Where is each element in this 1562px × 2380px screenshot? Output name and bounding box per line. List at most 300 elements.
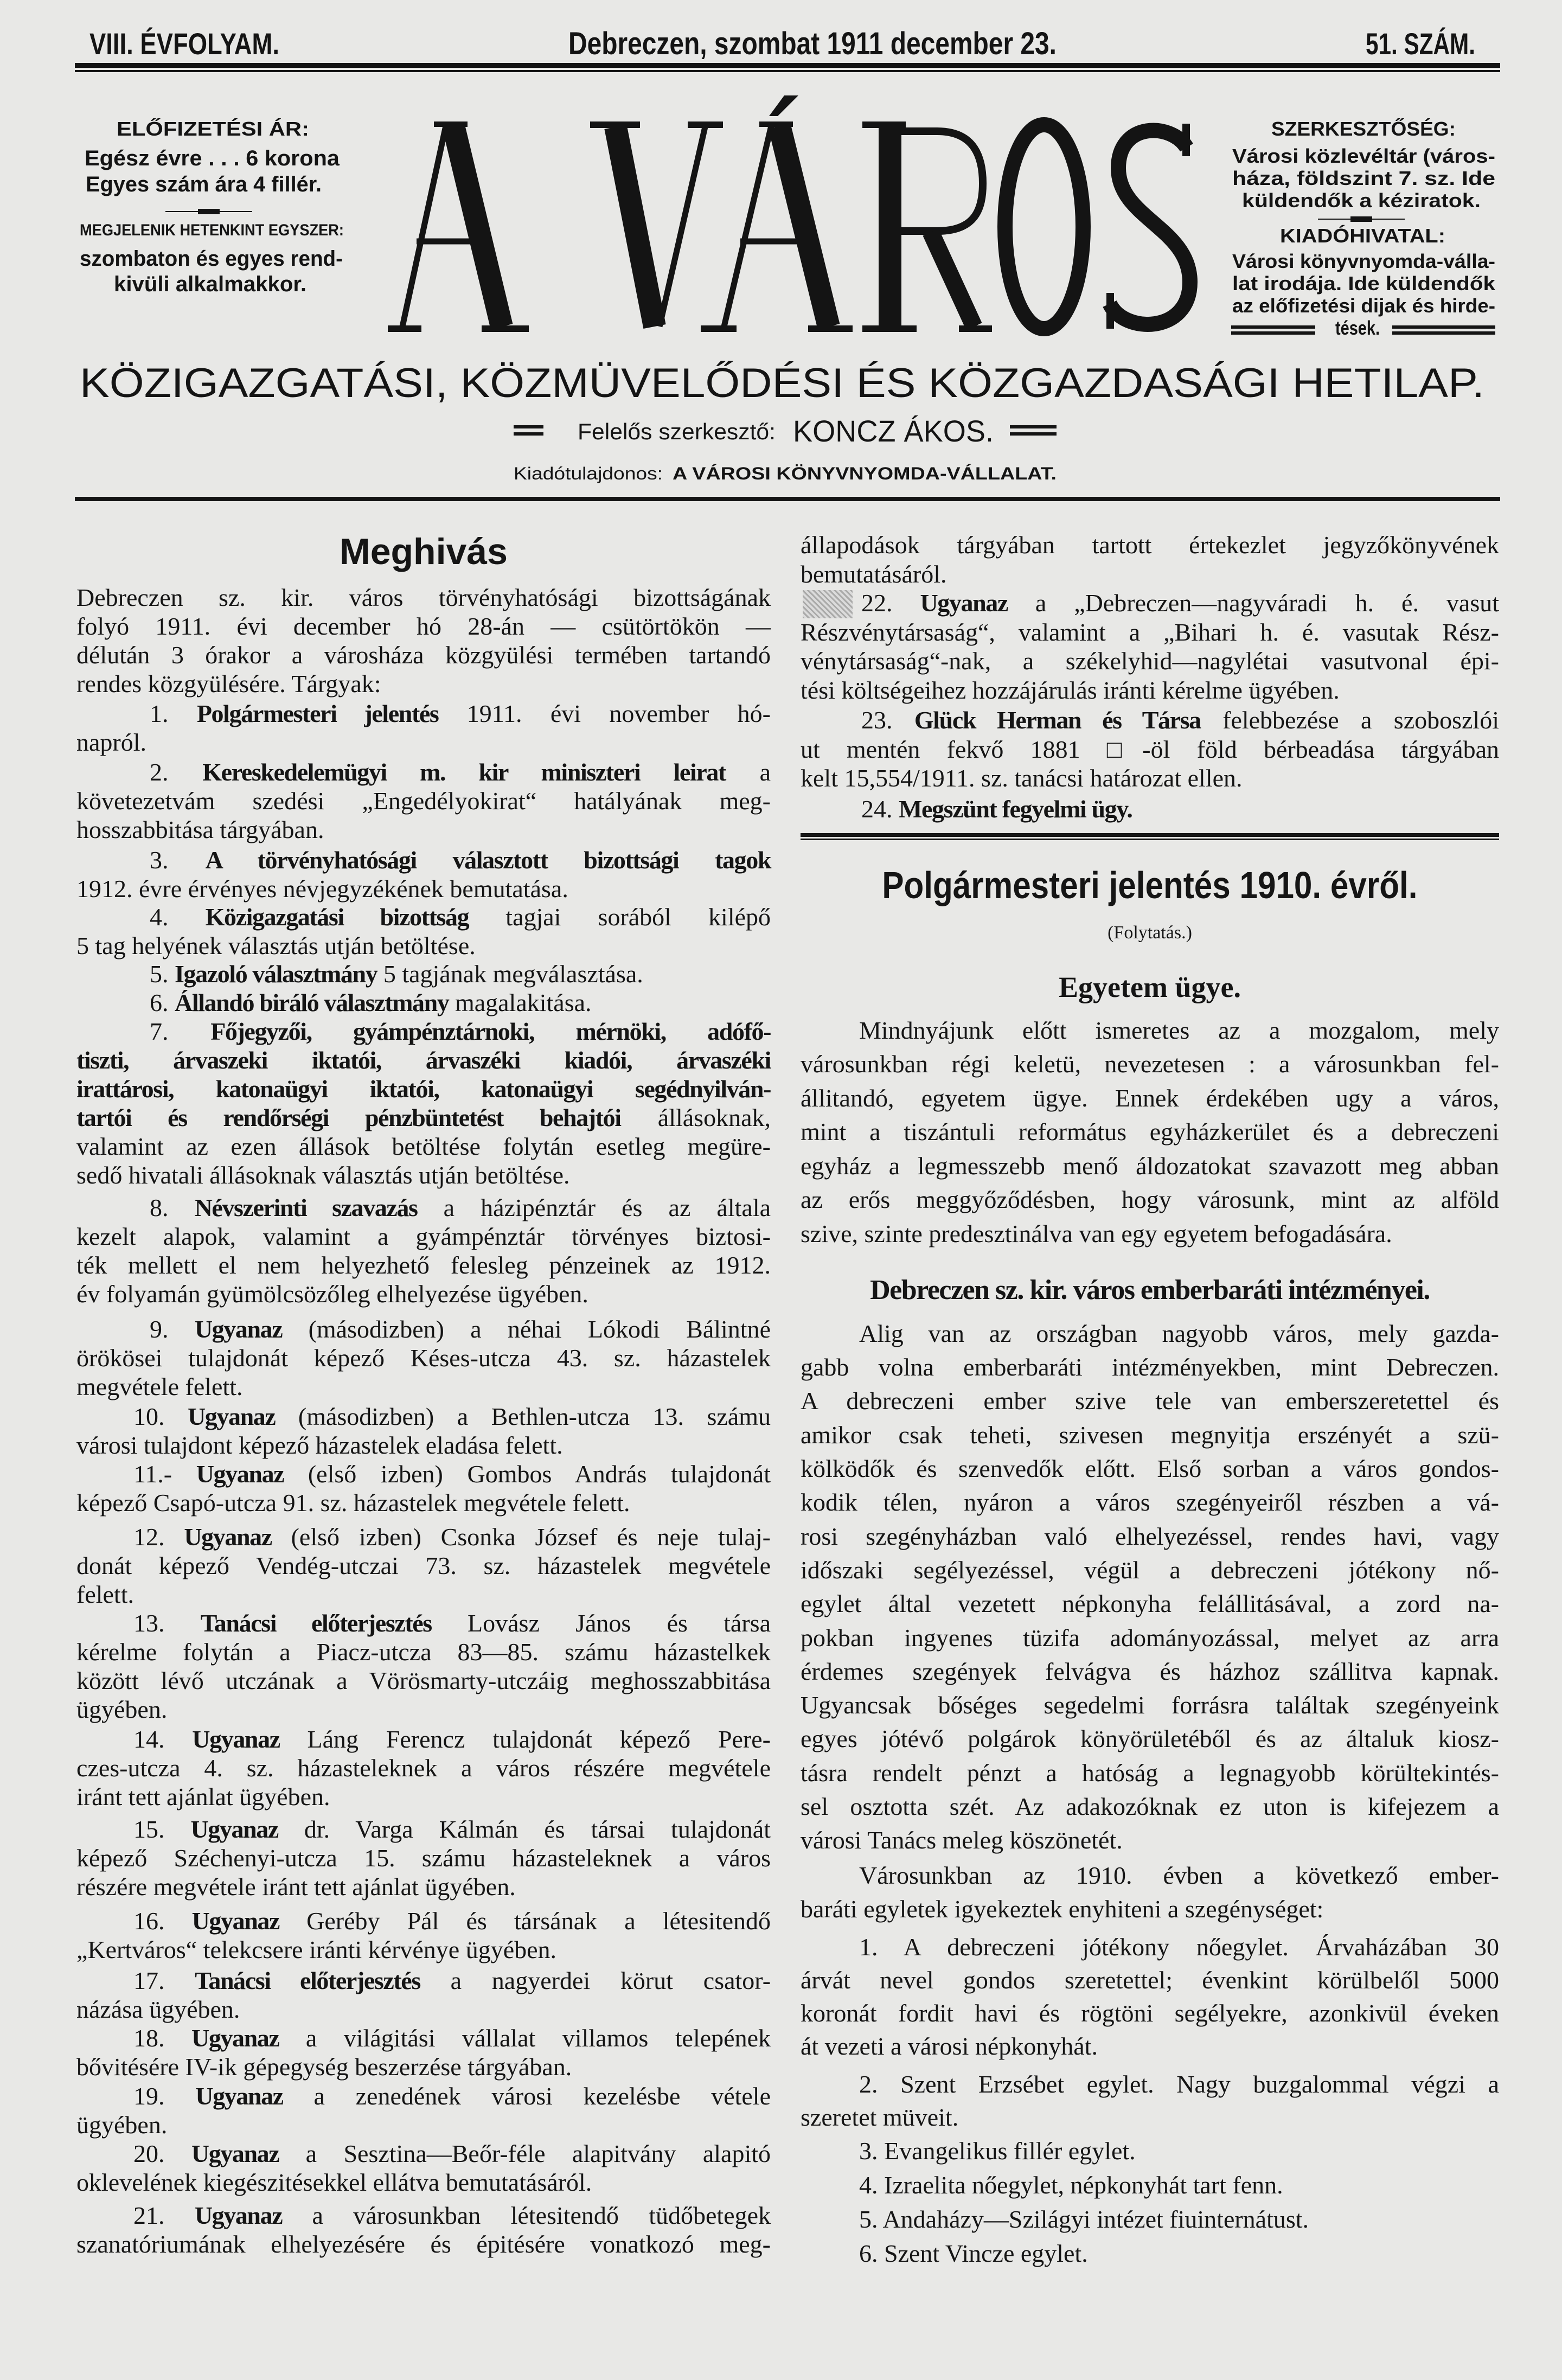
text-line — [76, 2139, 771, 2168]
text-line — [76, 1074, 771, 1103]
publisher-label: Kiadótulajdonos: — [514, 464, 663, 483]
text-line — [76, 1431, 771, 1460]
text-run: 7. — [150, 1017, 211, 1045]
bold-run: irattárosi, katonaügyi iktatói, katonaügyi segédnyilván- — [76, 1074, 771, 1103]
text-line — [76, 903, 771, 931]
paragraph — [76, 1315, 771, 1401]
text-run: szive, szinte predesztinálva van egy egyetem befogadására. — [801, 1219, 1392, 1247]
editorial-box — [1231, 117, 1496, 339]
subscription-heading: ELŐFIZETÉSI ÁR: — [117, 118, 283, 140]
text-run: 9. — [150, 1315, 195, 1343]
text-run: a házipénztár és az általa — [417, 1193, 771, 1221]
text-run: 21. — [133, 2201, 195, 2229]
text-run: 20. — [133, 2139, 191, 2167]
bold-run: Tanácsi előterjesztés — [200, 1609, 432, 1637]
text-line — [801, 1824, 1499, 1857]
text-line — [76, 1460, 771, 1488]
text-line — [76, 641, 771, 669]
text-line — [76, 959, 771, 988]
text-run: felett. — [76, 1580, 134, 1608]
text-line — [801, 1722, 1499, 1756]
text-run: rosi szegényházban való elhelyezéssel, rendes havi, vagy — [801, 1522, 1499, 1550]
text-run: képező Csapó-utcza 91. sz. házastelek megvétele felett. — [76, 1488, 630, 1517]
text-run: szeretet müveit. — [801, 2103, 959, 2131]
notice-line: kivüli alkalmakkor. — [114, 272, 306, 296]
text-run: át vezeti a városi népkonyhát. — [801, 2032, 1098, 2060]
text-line — [76, 815, 771, 844]
text-run: baráti egyletek igyekeztek enyhiteni a szegénységet: — [801, 1895, 1324, 1923]
text-run: bemutatásáról. — [801, 560, 947, 588]
ornament-divider — [1318, 216, 1405, 222]
text-line — [801, 1014, 1499, 1048]
bold-run: Tanácsi előterjesztés — [195, 1966, 420, 1994]
text-run: 2. Szent Erzsébet egylet. Nagy buzgalommal végzi a — [859, 2070, 1499, 2098]
paragraph — [76, 1906, 771, 1964]
editorial-line: küldendők a kéziratok. — [1242, 189, 1481, 212]
paragraph — [76, 2024, 771, 2081]
text-run: Ugyancsak bőséges segedelmi forrásra találtak szegényeink — [801, 1691, 1499, 1719]
masthead-bottom-rule — [75, 497, 1500, 501]
paragraph — [76, 1193, 771, 1308]
paragraph — [801, 1317, 1499, 1858]
notice-heading: MEGJELENIK HETENKINT EGYSZER: — [80, 221, 344, 239]
paragraph — [801, 1014, 1499, 1251]
text-line — [801, 1418, 1499, 1452]
text-run: délután 3 órakor a városháza közgyülési termében tartandó — [76, 641, 771, 669]
office-line: Városi könyvnyomda-válla- — [1232, 250, 1495, 272]
paragraph — [76, 2082, 771, 2139]
text-run: ügyében. — [76, 2110, 168, 2139]
text-run: 1912. évre érvényes névjegyzékének bemutatása. — [76, 874, 568, 903]
paragraph — [76, 2139, 771, 2197]
article-title-meghivas: Meghivás — [340, 531, 508, 572]
text-run: ték mellett el nem helyezhető felesleg pénzeinek az 1912. — [76, 1251, 771, 1279]
text-run: az erős meggyőződésben, hogy városunk, mint az alföld — [801, 1186, 1499, 1214]
paragraph — [76, 1017, 771, 1189]
volume-label: VIII. ÉVFOLYAM. — [89, 27, 279, 61]
text-run: vénytársaság“-nak, a székelyhid—nagylétai vasutvonal épi- — [801, 647, 1499, 675]
text-line — [801, 530, 1499, 560]
text-line — [801, 735, 1499, 764]
text-run: koronát fordit havi és rögtöni segélyekre, azonkivül éveken — [801, 1999, 1499, 2027]
text-line — [76, 1046, 771, 1074]
text-run: oklevelének kiegészitésekkel ellátva bemutatásáról. — [76, 2168, 592, 2196]
bold-run: Ugyanaz — [192, 1725, 280, 1753]
text-run: 17. — [133, 1966, 195, 1994]
masthead — [0, 0, 1562, 521]
text-run: A debreczeni ember szive tele van emberszeretettel és — [801, 1387, 1499, 1415]
bold-run: Ugyanaz — [191, 2024, 279, 2052]
text-line — [76, 728, 771, 757]
text-line — [801, 2237, 1499, 2270]
text-line — [801, 588, 1499, 618]
text-run: 5 tagjának megválasztása. — [377, 959, 643, 988]
text-line — [76, 1995, 771, 2024]
text-run: folyó 1911. évi december hó 28-án — csütörtökön — — [76, 612, 771, 640]
text-line — [76, 758, 771, 786]
text-run: városi tulajdont képező házastelek eladása felett. — [76, 1431, 563, 1459]
text-run: között lévő utczának a Vörösmarty-utczáig meghosszabbitása — [76, 1666, 771, 1694]
text-line — [801, 1892, 1499, 1926]
paragraph — [801, 795, 1499, 824]
paragraph — [76, 959, 771, 988]
paragraph — [801, 1859, 1499, 1926]
bold-run: Névszerinti szavazás — [194, 1193, 418, 1221]
paragraph — [76, 1609, 771, 1724]
text-line — [76, 2230, 771, 2259]
text-line — [76, 1580, 771, 1609]
text-line — [801, 618, 1499, 647]
paragraph — [76, 903, 771, 960]
text-line — [801, 1587, 1499, 1621]
paragraph — [801, 588, 1499, 705]
subscription-box — [80, 117, 344, 296]
text-run: mint a tiszántuli református egyházkerület és a debreczeni — [801, 1118, 1499, 1146]
text-run: 1. — [150, 699, 197, 727]
text-run: 8. — [150, 1193, 195, 1221]
paragraph — [801, 2068, 1499, 2134]
text-run: valamint az ezen állások betöltése folytán esetleg megüre- — [76, 1132, 771, 1160]
section-title-university: Egyetem ügye. — [1059, 971, 1241, 1003]
text-line — [76, 1488, 771, 1517]
report-title — [801, 863, 1499, 907]
office-line: lat irodája. Ide küldendők — [1232, 272, 1496, 295]
text-line — [801, 1688, 1499, 1722]
text-line — [801, 1520, 1499, 1553]
bold-run: Állandó biráló választmány — [175, 988, 449, 1016]
text-run: sedő hivatali állásoknak választás utján betöltése. — [76, 1161, 570, 1189]
text-run: ügyében. — [76, 1695, 168, 1723]
text-line — [801, 1183, 1499, 1217]
text-run: Mindnyájunk előtt ismeretes az a mozgalom, mely — [859, 1016, 1499, 1044]
text-line — [76, 1103, 771, 1132]
text-line — [76, 1279, 771, 1308]
text-line — [76, 1017, 771, 1046]
text-line — [76, 1132, 771, 1161]
ornament-divider — [165, 209, 252, 214]
text-line — [801, 1997, 1499, 2030]
paragraph — [76, 2201, 771, 2259]
text-run: 1. A debreczeni jótékony nőegylet. Árvaházában 30 — [859, 1933, 1499, 1961]
text-line — [801, 764, 1499, 793]
text-line — [76, 1161, 771, 1189]
paragraph — [76, 758, 771, 844]
text-run: 18. — [133, 2024, 191, 2052]
bold-run: tiszti, árvaszeki iktatói, árvaszéki kiadói, árvaszéki — [76, 1046, 771, 1074]
text-run: a nagyerdei körut csator- — [420, 1966, 771, 1994]
continued-note: (Folytatás.) — [1108, 923, 1192, 943]
text-line — [76, 2110, 771, 2139]
paragraph — [76, 583, 771, 698]
text-run: 14. — [133, 1725, 193, 1753]
paragraph — [76, 1460, 771, 1517]
text-line — [801, 1963, 1499, 1997]
text-run: tési költségeihez hozzájárulás iránti kérelme ügyében. — [801, 676, 1340, 704]
text-run: örökösei tulajdonát képező Késes-utcza 43. sz. házastelek — [76, 1343, 771, 1372]
text-line — [76, 2168, 771, 2197]
text-run: donát képező Vendég-utczai 73. sz. házastelek megvétele — [76, 1551, 771, 1579]
text-line — [76, 1522, 771, 1551]
text-line — [801, 1859, 1499, 1892]
paragraph — [801, 2237, 1499, 2270]
text-run: czes-utcza 4. sz. házasteleknek a város részére megvétele — [76, 1754, 771, 1782]
text-line — [76, 846, 771, 874]
paragraph — [801, 2134, 1499, 2167]
text-run: 12. — [133, 1522, 184, 1551]
text-run: 10. — [133, 1402, 188, 1430]
text-line — [76, 2052, 771, 2081]
text-line — [76, 1551, 771, 1580]
text-run: 3. — [150, 846, 206, 874]
text-run: állásoknak, — [620, 1103, 771, 1131]
section-title-charities: Debreczen sz. kir. város emberbaráti intézményei. — [870, 1275, 1430, 1306]
text-run: 22. — [861, 589, 920, 617]
office-line: tések. — [1335, 317, 1380, 339]
text-run: 5. Andaházy—Szilágyi intézet fiuinternátust. — [859, 2205, 1309, 2233]
text-run: Alig van az országban nagyobb város, mely gazda- — [859, 1319, 1499, 1347]
text-run: képező Széchenyi-utcza 15. számu házasteleknek a város — [76, 1844, 771, 1872]
text-run: 19. — [133, 2082, 196, 2110]
text-run: szanatóriumának elhelyezésére és épitésére vonatkozó meg- — [76, 2230, 771, 2258]
text-run: gabb volna emberbaráti intézményekben, mint Debreczen. — [801, 1353, 1499, 1381]
text-line — [76, 2024, 771, 2052]
text-line — [801, 560, 1499, 589]
text-line — [76, 1754, 771, 1782]
text-line — [801, 2101, 1499, 2134]
text-run: tagjai sorából kilépő — [469, 903, 771, 931]
text-line — [801, 1115, 1499, 1149]
text-line — [76, 1872, 771, 1901]
text-line — [801, 1655, 1499, 1688]
text-run: 15. — [133, 1815, 191, 1843]
paragraph — [801, 706, 1499, 793]
text-run: Debreczen sz. kir. város törvényhatósági bizottságának — [76, 583, 771, 611]
paragraph — [76, 699, 771, 757]
bold-run: Ugyanaz — [194, 2201, 283, 2229]
text-run: év folyamán gyümölcsözőleg elhelyezése ügyében. — [76, 1279, 588, 1308]
text-run: Lovász János és társa — [431, 1609, 771, 1637]
top-rule-thick — [75, 63, 1500, 68]
text-line — [76, 612, 771, 641]
text-run: 5. — [150, 959, 175, 988]
text-line — [76, 1609, 771, 1637]
text-run: részére megvétele iránt tett ajánlat ügyében. — [76, 1872, 516, 1901]
text-run: Geréby Pál és társának a létesitendő — [279, 1906, 771, 1935]
text-run: kölködők és szenvedők előtt. Első sorban a város gondos- — [801, 1455, 1499, 1483]
bold-run: tartói és rendőrségi pénzbüntetést behajtói — [76, 1103, 621, 1131]
text-run: 1911. évi november hó- — [438, 699, 771, 727]
text-line — [76, 1193, 771, 1222]
text-run: a „Debreczen—nagyváradi h. é. vasut — [1007, 589, 1500, 617]
text-line — [76, 1251, 771, 1279]
paragraph — [76, 1815, 771, 1901]
bold-run: Ugyanaz — [194, 1315, 283, 1343]
text-run: 3. Evangelikus fillér egylet. — [859, 2136, 1136, 2165]
text-run: időszaki segélyezéssel, végül a debreczeni jótékony nő- — [801, 1556, 1499, 1584]
text-line — [76, 669, 771, 698]
text-line — [801, 2203, 1499, 2236]
top-rule-thin — [75, 70, 1500, 72]
text-run: kezelt alapok, valamint a gyámpénztár törvényes biztosi- — [76, 1222, 771, 1250]
text-run: árvát nevel gondos szeretettel; évenkint körülbelől 5000 — [801, 1966, 1499, 1994]
paragraph — [76, 846, 771, 903]
text-line — [801, 676, 1499, 705]
office-heading: KIADÓHIVATAL: — [1280, 225, 1430, 247]
text-run: (első izben) Gombos András tulajdonát — [284, 1460, 771, 1488]
text-line — [801, 1149, 1499, 1183]
text-line — [801, 1047, 1499, 1082]
text-line — [76, 1906, 771, 1935]
text-run: (első izben) Csonka József és neje tulaj- — [271, 1522, 771, 1551]
text-line — [76, 931, 771, 960]
text-run: (másodizben) a néhai Lókodi Bálintné — [282, 1315, 771, 1343]
text-run: 4. Izraelita nőegylet, népkonyhát tart fenn. — [859, 2171, 1283, 2199]
text-run: dr. Varga Kálmán és társai tulajdonát — [278, 1815, 771, 1843]
text-line — [76, 2082, 771, 2110]
editorial-line: Városi közlevéltár (város- — [1232, 145, 1495, 167]
report-title-text: Polgármesteri jelentés 1910. évről. — [882, 864, 1418, 906]
text-run: 13. — [133, 1609, 201, 1637]
text-run: a — [725, 758, 771, 786]
text-line — [801, 2168, 1499, 2202]
text-run: napról. — [76, 728, 147, 756]
text-run: magalakitása. — [449, 988, 592, 1016]
text-run: felebbezése a szoboszlói — [1200, 706, 1499, 734]
text-run: városi Tanács meleg köszönetét. — [801, 1826, 1123, 1854]
text-run: 5 tag helyének választás utján betöltése. — [76, 931, 476, 959]
bold-run: Megszünt fegyelmi ügy. — [899, 795, 1132, 823]
text-run: állitandó, egyetem ügye. Ennek érdekében ugy a város, — [801, 1084, 1499, 1112]
text-run: amikor csak teheti, szivesen megnyitja erszényét a szü- — [801, 1421, 1499, 1449]
text-run: 2. — [150, 758, 203, 786]
paragraph — [801, 2203, 1499, 2236]
text-run: 24. — [861, 795, 899, 823]
text-line — [76, 1372, 771, 1401]
text-run: ut mentén fekvő 1881 □-öl föld bérbeadása tárgyában — [801, 735, 1499, 763]
bold-run: Glück Herman és Társa — [914, 706, 1201, 734]
editor-name: KONCZ ÁKOS. — [793, 414, 994, 448]
bold-run: Ugyanaz — [195, 2082, 283, 2110]
newspaper-subtitle: KÖZIGAZGATÁSI, KÖZMÜVELŐDÉSI ÉS KÖZGAZDASÁGI HETILAP. — [80, 360, 1484, 406]
text-line — [76, 874, 771, 903]
bold-run: Ugyanaz — [187, 1402, 276, 1430]
text-line — [801, 1553, 1499, 1587]
office-line: az előfizetési dijak és hirde- — [1232, 295, 1495, 317]
bold-run: A törvényhatósági választott bizottsági tagok — [205, 846, 771, 874]
text-line — [76, 583, 771, 612]
text-line — [801, 1790, 1499, 1824]
bold-run: Ugyanaz — [190, 1815, 278, 1843]
text-line — [76, 699, 771, 728]
editorial-heading: SZERKESZTŐSÉG: — [1271, 118, 1451, 140]
paragraph — [76, 1725, 771, 1811]
text-line — [76, 1844, 771, 1872]
bold-run: Igazoló választmány — [175, 959, 377, 988]
text-line — [801, 647, 1499, 676]
bold-run: Ugyanaz — [191, 1906, 280, 1935]
subscription-line: Egész évre . . . 6 korona — [85, 146, 340, 170]
text-run: 16. — [133, 1906, 192, 1935]
text-run: sel osztotta szét. Az adakozóknak ez uton is kifejezem a — [801, 1793, 1499, 1820]
bold-run: Ugyanaz — [184, 1522, 272, 1551]
text-line — [801, 2134, 1499, 2167]
text-run: iránt tett ajánlat ügyében. — [76, 1782, 330, 1810]
text-line — [76, 1315, 771, 1343]
text-line — [801, 1217, 1499, 1251]
text-run: a zenedének városi kezelésbe vétele — [283, 2082, 771, 2110]
section-rule-thick — [801, 833, 1499, 837]
text-run: rendes közgyülésére. Tárgyak: — [76, 669, 381, 698]
text-run: egyház a legmesszebb menő áldozatokat szavazott meg abban — [801, 1151, 1499, 1180]
text-line — [76, 1343, 771, 1372]
bold-run: Ugyanaz — [191, 2139, 279, 2167]
text-run: kérelme folytán a Piacz-utcza 83—85. számu házastelkek — [76, 1637, 771, 1666]
paragraph — [801, 2168, 1499, 2202]
paragraph — [76, 1966, 771, 2024]
editorial-line: háza, földszint 7. sz. Ide — [1232, 167, 1495, 189]
text-run: Láng Ferencz tulajdonát képező Pere- — [279, 1725, 771, 1753]
text-line — [76, 1222, 771, 1251]
text-line — [76, 1966, 771, 1995]
text-run: megvétele felett. — [76, 1372, 243, 1400]
text-line — [76, 2201, 771, 2230]
paragraph — [76, 988, 771, 1017]
text-line — [801, 1317, 1499, 1351]
text-line — [76, 1695, 771, 1724]
text-line — [801, 1930, 1499, 1963]
text-run: egylet által vezetett népkonyha felállitásával, a zord na- — [801, 1590, 1499, 1618]
text-run: Városunkban az 1910. évben a következő ember- — [859, 1861, 1499, 1889]
text-line — [76, 1935, 771, 1964]
bold-run: Ugyanaz — [920, 589, 1008, 617]
text-line — [801, 2068, 1499, 2101]
text-line — [76, 1402, 771, 1431]
text-run: hosszabbitása tárgyában. — [76, 815, 324, 843]
text-line — [801, 1384, 1499, 1418]
text-line — [801, 1082, 1499, 1116]
text-line — [76, 786, 771, 815]
text-line — [801, 795, 1499, 824]
text-run: a Sesztina—Beőr-féle alapitvány alapitó — [279, 2139, 771, 2167]
text-run: érdemes szegények felvágva és házhoz szállitva kapnak. — [801, 1657, 1499, 1685]
text-run: tásra rendelt pénzt a hatóság a legnagyobb körültekintés- — [801, 1758, 1499, 1787]
issue-number: 51. SZÁM. — [1366, 27, 1475, 61]
notice-line: szombaton és egyes rend- — [80, 247, 343, 271]
text-run: állapodások tárgyában tartott értekezlet jegyzőkönyvének — [801, 531, 1499, 559]
text-line — [76, 988, 771, 1017]
paragraph — [801, 530, 1499, 588]
paragraph — [76, 1522, 771, 1609]
text-run: pokban ingyenes tüzifa adományozással, melyet az arra — [801, 1623, 1499, 1652]
bold-run: Kereskedelemügyi m. kir miniszteri leirat — [202, 758, 726, 786]
text-run: 6. Szent Vincze egylet. — [859, 2239, 1088, 2267]
text-run: 4. — [150, 903, 206, 931]
dateline: Debreczen, szombat 1911 december 23. — [568, 26, 1057, 61]
text-run: (másodizben) a Bethlen-utcza 13. számu — [275, 1402, 771, 1430]
text-run: názása ügyében. — [76, 1995, 240, 2023]
publisher-name: A VÁROSI KÖNYVNYOMDA-VÁLLALAT. — [673, 464, 1057, 483]
paragraph — [76, 1402, 771, 1460]
text-line — [801, 2030, 1499, 2063]
text-line — [801, 1452, 1499, 1486]
text-line — [76, 1666, 771, 1695]
bold-run: Közigazgatási bizottság — [205, 903, 469, 931]
text-run: kelt 15,554/1911. sz. tanácsi határozat ellen. — [801, 764, 1243, 792]
paragraph — [801, 1930, 1499, 2063]
text-line — [801, 1756, 1499, 1790]
text-run: városunkban régi keletü, nevezetesen : a városunkban fel- — [801, 1050, 1499, 1078]
bold-run: Ugyanaz — [196, 1460, 284, 1488]
